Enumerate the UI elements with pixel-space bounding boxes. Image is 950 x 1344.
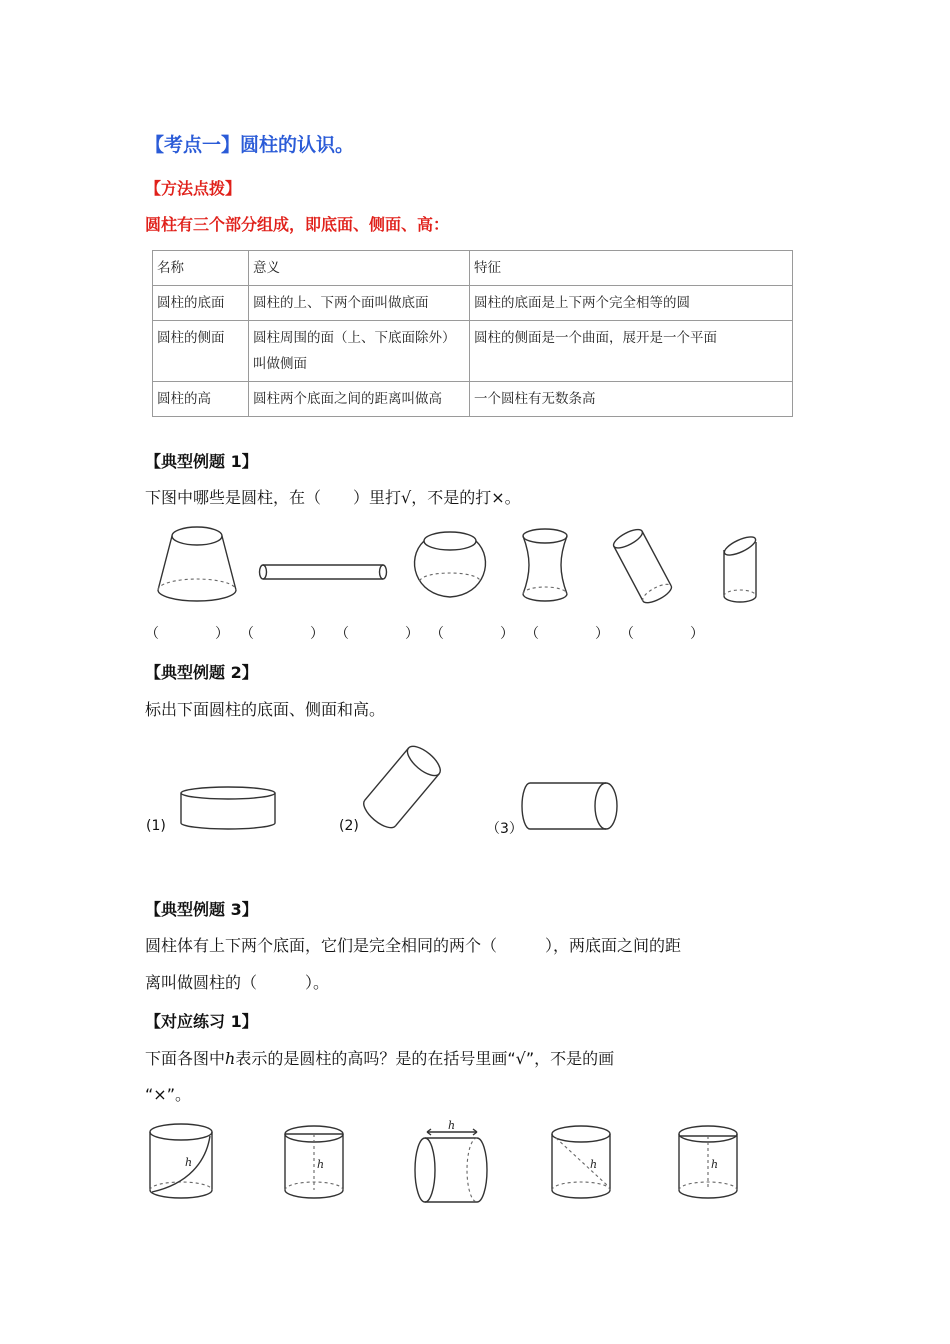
table-cell: 圆柱两个底面之间的距离叫做高 [249,382,470,417]
table-cell: 圆柱的侧面 [153,321,249,382]
example3-line1: 圆柱体有上下两个底面，它们是完全相同的两个（ ），两底面之间的距 [145,936,682,955]
table-cell: 圆柱的底面 [153,286,249,321]
item-number: （3） [486,821,523,837]
item-number: (2) [339,818,359,834]
short-cylinder-figure [180,783,278,833]
example3-line2: 离叫做圆柱的（ ）。 [145,973,330,992]
practice1-line2: “×”。 [145,1085,191,1104]
method-intro: 圆柱有三个部分组成，即底面、侧面、高： [145,215,450,234]
practice1-line1-post: 表示的是圆柱的高吗？是的在括号里画“√”，不是的画 [235,1049,615,1068]
table-row [153,321,793,382]
cylinder-diagonal-h-figure [550,1124,614,1204]
table-header-meaning: 意义 [249,251,470,286]
tilted-cylinder-figure [612,525,674,607]
table-cell: 圆柱的上、下两个面叫做底面 [249,286,470,321]
section-title: 【考点一】圆柱的认识。 [145,134,355,156]
horizontal-cylinder-h-figure [413,1118,491,1206]
answer-blank[interactable]: （ ） [430,626,514,642]
definition-table [152,250,793,417]
cylinder-curve-h-figure [148,1122,216,1204]
example2-label: 【典型例题 2】 [145,663,258,682]
example1-label: 【典型例题 1】 [145,452,258,471]
example3-label: 【典型例题 3】 [145,900,258,919]
table-cell: 圆柱的侧面是一个曲面，展开是一个平面 [470,321,793,382]
table-header-row [153,251,793,286]
cylinder-axis-h-figure [677,1124,741,1204]
method-label: 【方法点拨】 [145,179,242,198]
practice1-label: 【对应练习 1】 [145,1012,258,1031]
answer-blank[interactable]: （ ） [620,626,704,642]
answer-blank[interactable]: （ ） [335,626,419,642]
slanted-top-cylinder-figure [720,533,762,605]
table-cell: 圆柱的底面是上下两个完全相等的圆 [470,286,793,321]
table-cell: 圆柱周围的面（上、下底面除外）叫做侧面 [249,321,470,382]
frustum-figure [155,525,240,605]
thin-tube-figure [258,560,390,584]
table-cell: 一个圆柱有无数条高 [470,382,793,417]
table-cell: 圆柱的高 [153,382,249,417]
item-number: (1) [146,818,166,834]
h-label: h [448,1119,456,1132]
cylinder-center-h-figure [283,1124,347,1204]
practice1-line1-pre: 下面各图中 [145,1049,226,1068]
barrel-figure [410,527,490,603]
h-label: h [590,1158,598,1171]
horizontal-cylinder-figure [525,781,620,833]
table-row [153,286,793,321]
table-row [153,382,793,417]
h-label: h [185,1156,193,1169]
example1-question: 下图中哪些是圆柱，在（ ）里打√，不是的打×。 [145,488,521,507]
waisted-figure [518,527,574,605]
table-header-name: 名称 [153,251,249,286]
h-label: h [711,1158,719,1171]
table-header-feature: 特征 [470,251,793,286]
h-label: h [317,1158,325,1171]
example2-question: 标出下面圆柱的底面、侧面和高。 [145,700,386,719]
answer-blank[interactable]: （ ） [525,626,609,642]
answer-blank[interactable]: （ ） [240,626,324,642]
practice1-line1 [145,1046,614,1069]
practice1-variable: h [225,1049,236,1068]
oblique-cylinder-figure [360,745,445,830]
answer-blank[interactable]: （ ） [145,626,229,642]
